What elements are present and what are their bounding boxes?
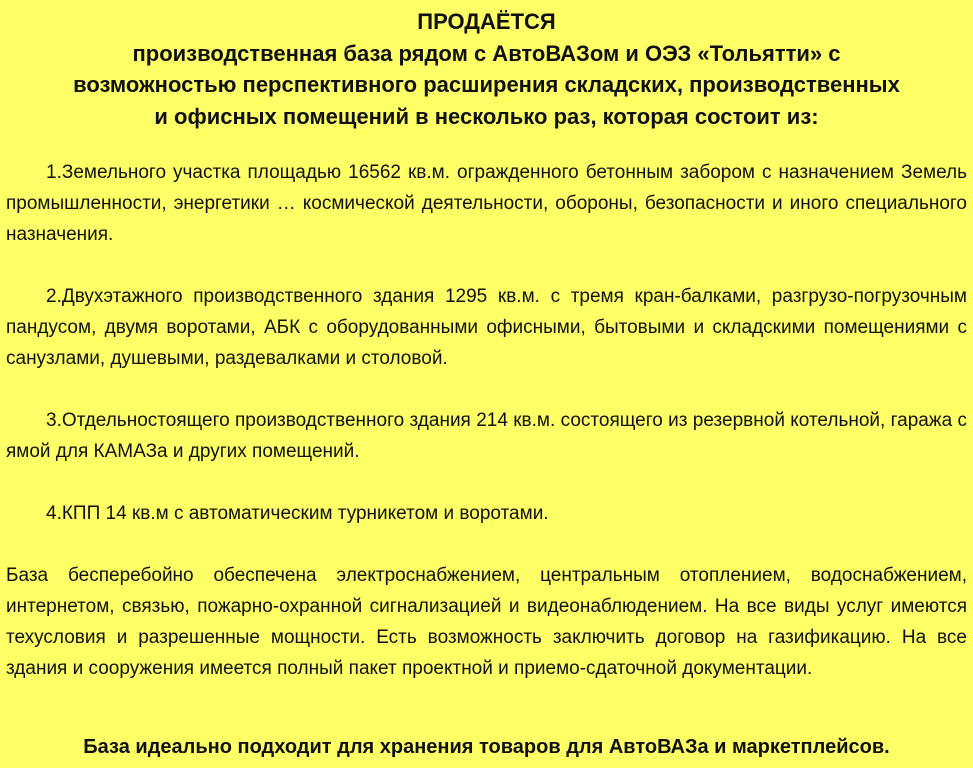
item-main-building-text: 2.Двухэтажного производственного здания 1295 кв.м. с тремя кран-балками, разгрузо-погрузочным пандусом, двумя воротами, АБК с оборудованными офисными, бытовыми и складскими помещениями с санузлами, душевыми, раздевалками и столовой.: [6, 286, 967, 369]
heading-line-1: производственная база рядом с АвтоВАЗом и ОЭЗ «Тольятти» с: [132, 40, 841, 66]
listing-heading: [6, 0, 967, 132]
item-separate-building: [6, 405, 967, 467]
item-checkpoint: [6, 498, 967, 529]
item-land-plot-text: 1.Земельного участка площадью 16562 кв.м. огражденного бетонным забором с назначением Земель промышленности, энергетики … космической деятельности, обороны, безопасности и иного специального назначения.: [6, 162, 967, 245]
item-main-building: [6, 281, 967, 374]
item-separate-building-text: 3.Отдельностоящего производственного здания 214 кв.м. состоящего из резервной котельной, гаража с ямой для КАМАЗа и других помещений.: [6, 410, 967, 462]
listing-title: ПРОДАЁТСЯ: [417, 9, 556, 34]
footer-note: База идеально подходит для хранения товаров для АвтоВАЗа и маркетплейсов.: [83, 736, 890, 758]
heading-line-3: и офисных помещений в несколько раз, которая состоит из:: [154, 103, 819, 129]
item-land-plot: [6, 157, 967, 250]
item-checkpoint-text: 4.КПП 14 кв.м с автоматическим турникетом и воротами.: [46, 503, 549, 524]
heading-line-2: возможностью перспективного расширения складских, производственных: [73, 72, 900, 97]
utilities-summary: База бесперебойно обеспечена электроснабжением, центральным отоплением, водоснабжением, интернетом, связью, пожарно-охранной сигнализацией и видеонаблюдением. На все виды услуг имеются техусловия и разрешенные мощности. Есть возможность заключить договор на газификацию. На все здания и сооружения имеется полный пакет проектной и приемо-сдаточной документации.: [6, 565, 967, 679]
